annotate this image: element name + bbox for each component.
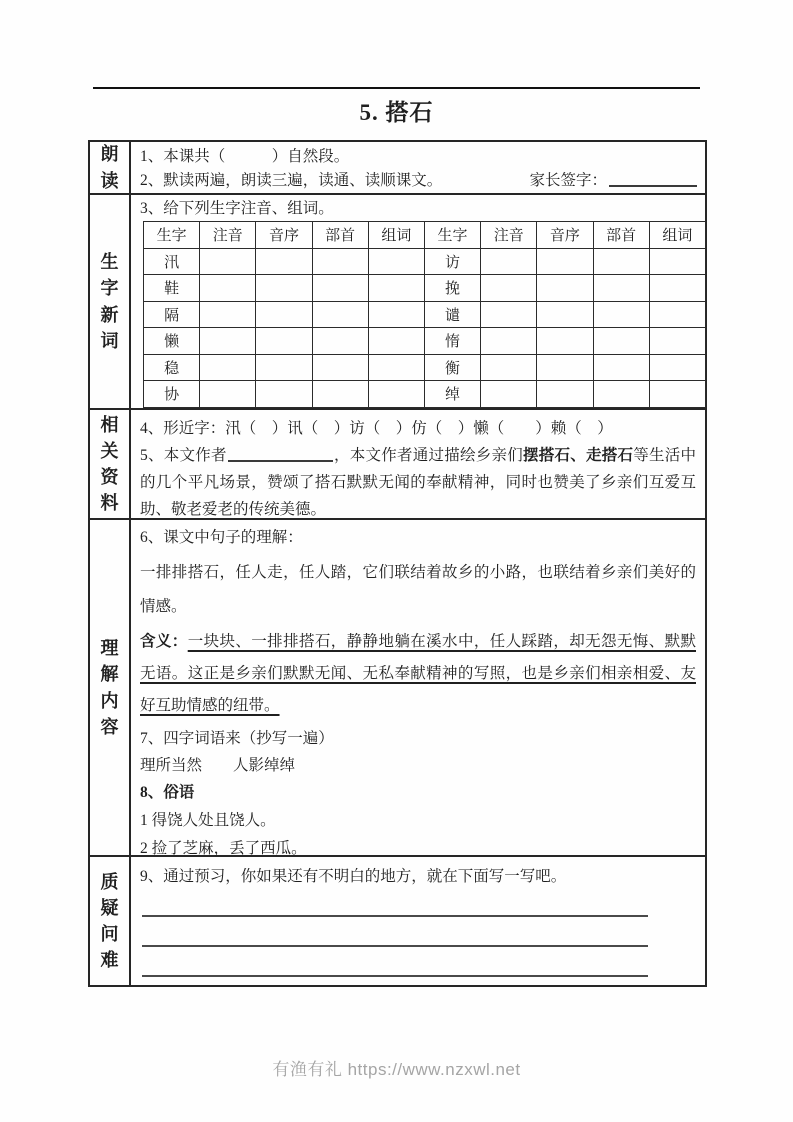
fillin-cell[interactable] (200, 328, 256, 355)
meaning-paragraph (140, 626, 696, 722)
fillin-cell[interactable] (481, 354, 537, 381)
fillin-cell[interactable] (368, 354, 424, 381)
fillin-cell[interactable] (593, 301, 649, 328)
section-comprehension-body (131, 520, 705, 855)
section-reading-body (131, 142, 705, 193)
character-row (144, 248, 706, 275)
section-label-text: 生字新词 (100, 252, 119, 351)
col-header: 生字 (144, 222, 200, 249)
character-cell: 汛 (144, 248, 200, 275)
item-2-row (140, 169, 697, 193)
fillin-cell[interactable] (256, 328, 312, 355)
section-questions (90, 857, 705, 985)
fillin-cell[interactable] (368, 328, 424, 355)
meaning-label: 含义： (140, 633, 188, 650)
fillin-cell[interactable] (368, 301, 424, 328)
character-row (144, 301, 706, 328)
item-9-text: 9、通过预习，你如果还有不明白的地方，就在下面写一写吧。 (140, 868, 567, 885)
character-row (144, 354, 706, 381)
character-cell: 鞋 (144, 275, 200, 302)
signature-blank[interactable] (609, 172, 697, 187)
fillin-cell[interactable] (200, 275, 256, 302)
fillin-cell[interactable] (312, 301, 368, 328)
fillin-cell[interactable] (200, 301, 256, 328)
section-label-text: 朗读 (100, 144, 119, 191)
fillin-cell[interactable] (256, 381, 312, 408)
character-cell: 访 (424, 248, 480, 275)
fillin-cell[interactable] (200, 354, 256, 381)
section-new-words-body (131, 195, 705, 408)
fillin-cell[interactable] (368, 248, 424, 275)
meaning-text: 一块块、一排排搭石，静静地躺在溪水中，任人踩踏，却无怨无悔、默默无语。这正是乡亲们默默无闻、无私奉献精神的写照，也是乡亲们相亲相爱、友好互助情感的纽带。 (140, 633, 696, 714)
character-cell: 衡 (424, 354, 480, 381)
item-2-text: 2、默读两遍，朗读三遍，读通、读顺课文。 (140, 172, 443, 189)
character-cell: 谴 (424, 301, 480, 328)
parent-signature (529, 169, 697, 193)
fillin-cell[interactable] (256, 301, 312, 328)
fillin-cell[interactable] (200, 381, 256, 408)
item-4-text: 4、形近字：汛（ ）讯（ ）访（ ）仿（ ）懒（ ）赖（ ） (140, 420, 613, 437)
answer-line[interactable] (142, 915, 648, 917)
col-header: 音序 (256, 222, 312, 249)
fillin-cell[interactable] (593, 354, 649, 381)
fillin-cell[interactable] (537, 275, 593, 302)
fillin-cell[interactable] (312, 354, 368, 381)
col-header: 组词 (368, 222, 424, 249)
worksheet-table (88, 140, 707, 987)
col-header: 组词 (649, 222, 705, 249)
item-5-rest: 等生活中的几个平凡场景，赞颂了搭石默默无闻的奉献精神，同时也赞美了乡亲们互爱互助、敬老爱老的传统美德。 (140, 447, 696, 518)
fillin-cell[interactable] (537, 381, 593, 408)
fillin-cell[interactable] (312, 248, 368, 275)
fillin-cell[interactable] (593, 248, 649, 275)
character-cell: 懒 (144, 328, 200, 355)
section-reading-label (90, 142, 131, 193)
fillin-cell[interactable] (649, 275, 705, 302)
fillin-cell[interactable] (537, 354, 593, 381)
character-cell: 稳 (144, 354, 200, 381)
section-questions-label (90, 857, 131, 985)
character-cell: 惰 (424, 328, 480, 355)
col-header: 注音 (200, 222, 256, 249)
section-label-text: 质疑问难 (100, 871, 119, 971)
fillin-cell[interactable] (312, 275, 368, 302)
fillin-cell[interactable] (256, 275, 312, 302)
item-5-paragraph (140, 442, 696, 523)
fillin-cell[interactable] (312, 328, 368, 355)
fillin-cell[interactable] (593, 275, 649, 302)
col-header: 注音 (481, 222, 537, 249)
four-char-words: 理所当然 人影绰绰 (140, 757, 296, 774)
fillin-cell[interactable] (593, 328, 649, 355)
item-6-text: 6、课文中句子的理解： (140, 529, 303, 546)
character-row (144, 328, 706, 355)
quoted-sentence: 一排排搭石，任人走，任人踏，它们联结着故乡的小路，也联结着乡亲们美好的情感。 (140, 564, 696, 615)
header-rule (93, 87, 700, 89)
section-reading (90, 142, 705, 195)
fillin-cell[interactable] (481, 301, 537, 328)
fillin-cell[interactable] (537, 301, 593, 328)
section-related-info-body (131, 410, 705, 518)
character-row (144, 275, 706, 302)
item-5-bold-phrase: 摆搭石、走搭石 (522, 447, 634, 464)
section-comprehension-label (90, 520, 131, 855)
character-cell: 隔 (144, 301, 200, 328)
fillin-cell[interactable] (649, 354, 705, 381)
item-7-text: 7、四字词语来（抄写一遍） (140, 730, 334, 747)
answer-line[interactable] (142, 975, 648, 977)
character-cell: 挽 (424, 275, 480, 302)
saying-1: 1 得饶人处且饶人。 (140, 812, 276, 829)
author-blank[interactable] (228, 447, 333, 462)
fillin-cell[interactable] (649, 381, 705, 408)
answer-line[interactable] (142, 945, 648, 947)
fillin-cell[interactable] (649, 248, 705, 275)
section-related-info (90, 410, 705, 520)
character-table (143, 221, 706, 408)
character-cell: 协 (144, 381, 200, 408)
fillin-cell[interactable] (256, 248, 312, 275)
character-cell: 绰 (424, 381, 480, 408)
fillin-cell[interactable] (481, 248, 537, 275)
fillin-cell[interactable] (481, 275, 537, 302)
col-header: 生字 (424, 222, 480, 249)
fillin-cell[interactable] (537, 328, 593, 355)
fillin-cell[interactable] (312, 381, 368, 408)
fillin-cell[interactable] (368, 275, 424, 302)
character-row (144, 381, 706, 408)
fillin-cell[interactable] (200, 248, 256, 275)
section-questions-body (131, 857, 705, 985)
fillin-cell[interactable] (649, 301, 705, 328)
fillin-cell[interactable] (593, 381, 649, 408)
section-label-text: 理解内容 (100, 638, 119, 737)
section-related-info-label (90, 410, 131, 518)
fillin-cell[interactable] (649, 328, 705, 355)
section-comprehension (90, 520, 705, 857)
saying-2: 2 捡了芝麻，丢了西瓜。 (140, 840, 307, 857)
fillin-cell[interactable] (481, 381, 537, 408)
col-header: 部首 (312, 222, 368, 249)
page-title: 5. 搭石 (359, 100, 434, 125)
col-header: 部首 (593, 222, 649, 249)
watermark-footer: 有渔有礼 https://www.nzxwl.net (272, 1060, 521, 1079)
character-table-header-row (144, 222, 706, 249)
section-new-words-label (90, 195, 131, 408)
item-5-prefix: 5、本文作者 (140, 447, 227, 464)
fillin-cell[interactable] (481, 328, 537, 355)
item-3-text: 3、给下列生字注音、组词。 (140, 200, 334, 217)
item-1-text: 1、本课共（ ）自然段。 (140, 148, 350, 165)
fillin-cell[interactable] (368, 381, 424, 408)
item-5-mid: ，本文作者通过描绘乡亲们 (333, 447, 523, 464)
fillin-cell[interactable] (537, 248, 593, 275)
section-new-words (90, 195, 705, 410)
col-header: 音序 (537, 222, 593, 249)
signature-label: 家长签字： (529, 172, 607, 189)
item-8-text: 8、俗语 (140, 784, 195, 801)
section-label-text: 相关资料 (100, 414, 119, 514)
fillin-cell[interactable] (256, 354, 312, 381)
